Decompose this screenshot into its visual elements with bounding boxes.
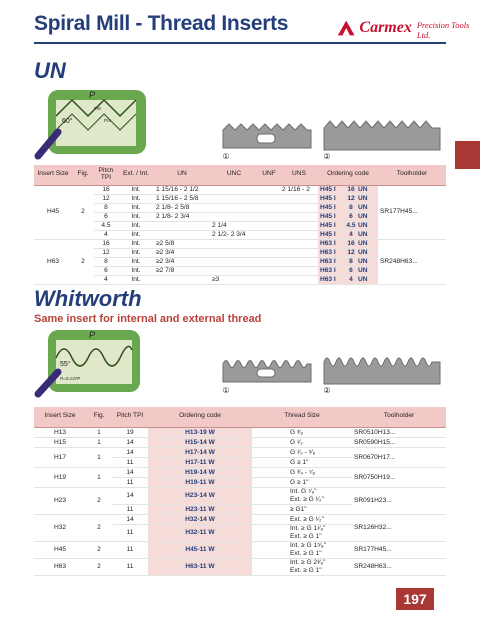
- toolholder-cell: SR248H63...: [378, 239, 446, 284]
- ordering-code-part: H63 I: [320, 266, 336, 274]
- ordering-code-part: UN: [358, 248, 368, 256]
- pitch-cell: 8: [94, 257, 118, 266]
- uns-cell: [280, 275, 318, 284]
- ordering-code-part: UN: [358, 194, 368, 202]
- unf-cell: [258, 221, 280, 230]
- wh-col-pitch: Pitch TPI: [112, 407, 148, 427]
- brand: [336, 16, 480, 40]
- ordering-code-part: 6: [349, 266, 353, 274]
- ordering-code-part: UN: [358, 203, 368, 211]
- table-row: [34, 558, 446, 575]
- page-number: 197: [396, 588, 434, 610]
- wh-col-fig: Fig.: [86, 407, 112, 427]
- unc-cell: [210, 257, 258, 266]
- fig-cell: 2: [86, 487, 112, 514]
- uns-cell: [280, 221, 318, 230]
- ordering-code-cell: H23-14 W: [148, 487, 252, 504]
- un-col-unc: UNC: [210, 165, 258, 185]
- un-col-fig: Fig.: [72, 165, 94, 185]
- wh-col-thread-size: Thread Size: [252, 407, 352, 427]
- ordering-code-part: UN: [358, 266, 368, 274]
- ext-int-cell: Int.: [118, 203, 154, 212]
- thread-size-cell: [252, 457, 352, 467]
- ordering-code-part: 8: [349, 257, 353, 265]
- ordering-code-part: H63 I: [320, 257, 336, 265]
- ordering-code-part: 12: [347, 248, 355, 256]
- thread-size-cell: [252, 541, 352, 558]
- insert-size-cell: H13: [34, 427, 86, 437]
- un-insert-fig1-illustration: [221, 120, 313, 150]
- un-cell: 1 15/16 - 2 5/8: [154, 194, 210, 203]
- thread-size-cell: [252, 477, 352, 487]
- un-insert-fig2-illustration: [322, 116, 442, 152]
- fig-cell: 1: [86, 447, 112, 467]
- uns-cell: 2 1/16 - 2: [280, 185, 318, 194]
- unf-cell: [258, 185, 280, 194]
- pitch-cell: 14: [112, 487, 148, 504]
- ext-int-cell: Int.: [118, 212, 154, 221]
- ordering-code-part: H45 I: [320, 221, 336, 229]
- brand-subtitle: Precision Tools Ltd.: [416, 20, 470, 40]
- toolholder-cell: SR0590H15...: [352, 437, 446, 447]
- unc-cell: ≥3: [210, 275, 258, 284]
- ordering-code-cell: H15-14 W: [148, 437, 252, 447]
- un-cell: [154, 221, 210, 230]
- pitch-cell: 12: [94, 248, 118, 257]
- un-col-pitch: Pitch TPI: [94, 165, 118, 185]
- fig-cell: 2: [72, 185, 94, 239]
- ordering-code-cell: H17-11 W: [148, 457, 252, 467]
- un-thread-profile-diagram: [34, 86, 150, 160]
- whitworth-spec-table: [34, 407, 446, 576]
- unc-cell: 2 1/2- 2 3/4: [210, 230, 258, 239]
- ext-int-cell: Int.: [118, 257, 154, 266]
- unf-cell: [258, 203, 280, 212]
- insert-size-cell: H63: [34, 239, 72, 284]
- toolholder-cell: SR248H63...: [352, 558, 446, 575]
- thread-size-cell: [252, 467, 352, 477]
- insert-size-cell: H45: [34, 185, 72, 239]
- whitworth-insert-fig2-illustration: [322, 350, 442, 386]
- whitworth-subtitle: Same insert for internal and external thread: [34, 313, 262, 325]
- ext-int-cell: Int.: [118, 239, 154, 248]
- un-col-unf: UNF: [258, 165, 280, 185]
- thread-size-line: G ³⁄₈: [290, 428, 303, 436]
- ordering-code-part: UN: [358, 221, 368, 229]
- un-col-toolholder: Toolholder: [378, 165, 446, 185]
- ordering-code-part: 16: [347, 239, 355, 247]
- thread-size-cell: [252, 514, 352, 524]
- wh-col-insert-size: Insert Size: [34, 407, 86, 427]
- thread-size-line: Ext. ≥ G ¹⁄₂": [290, 495, 324, 503]
- ordering-code-part: H63 I: [320, 239, 336, 247]
- unf-cell: [258, 248, 280, 257]
- ordering-code-part: UN: [358, 257, 368, 265]
- ordering-code-part: UN: [358, 230, 368, 238]
- pitch-cell: 4: [94, 275, 118, 284]
- ordering-code-part: 4: [349, 230, 353, 238]
- insert-size-cell: H23: [34, 487, 86, 514]
- un-cell: ≥2 7/8: [154, 266, 210, 275]
- toolholder-cell: SR0750H19...: [352, 467, 446, 487]
- thread-size-cell: [252, 524, 352, 541]
- thread-size-cell: [252, 437, 352, 447]
- pitch-cell: 11: [112, 541, 148, 558]
- ordering-code-cell: H19-14 W: [148, 467, 252, 477]
- whitworth-table-header: [34, 407, 446, 427]
- un-cell: [154, 275, 210, 284]
- ordering-code-cell: [318, 248, 378, 257]
- thread-size-line: Int. ≥ G 1¹⁄₈": [290, 524, 326, 532]
- toolholder-cell: SR0670H17...: [352, 447, 446, 467]
- unc-cell: [210, 248, 258, 257]
- unc-cell: [210, 239, 258, 248]
- thread-size-cell: [252, 487, 352, 504]
- fig-cell: 1: [86, 437, 112, 447]
- ordering-code-cell: H63-11 W: [148, 558, 252, 575]
- thread-size-line: Ext. ≥ G 1": [290, 549, 322, 557]
- insert-size-cell: H45: [34, 541, 86, 558]
- ordering-code-part: UN: [358, 212, 368, 220]
- unf-cell: [258, 230, 280, 239]
- ext-int-cell: Int.: [118, 221, 154, 230]
- table-row: [34, 514, 446, 524]
- table-row: [34, 487, 446, 504]
- pitch-cell: 14: [112, 467, 148, 477]
- pitch-cell: 16: [94, 185, 118, 194]
- whitworth-thread-profile-diagram: [34, 326, 144, 398]
- un-table-header: [34, 165, 446, 185]
- pitch-cell: 14: [112, 447, 148, 457]
- fig-cell: 1: [86, 427, 112, 437]
- unc-cell: [210, 194, 258, 203]
- ordering-code-cell: H17-14 W: [148, 447, 252, 457]
- fig-cell: 2: [86, 541, 112, 558]
- thread-size-line: Int. G ⁷⁄₈": [290, 487, 317, 495]
- table-row: [34, 447, 446, 457]
- pitch-cell: 11: [112, 477, 148, 487]
- ordering-code-part: UN: [358, 185, 368, 193]
- thread-size-line: G ³⁄₄ - ⁷⁄₈: [290, 468, 316, 476]
- toolholder-cell: SR0510H13...: [352, 427, 446, 437]
- insert-size-cell: H63: [34, 558, 86, 575]
- thread-size-cell: [252, 558, 352, 575]
- uns-cell: [280, 239, 318, 248]
- table-row: [34, 467, 446, 477]
- thread-size-line: G ≥ 1": [290, 478, 309, 486]
- ordering-code-cell: H13-19 W: [148, 427, 252, 437]
- pitch-cell: 4: [94, 230, 118, 239]
- ordering-code-part: H45 I: [320, 185, 336, 193]
- ext-int-cell: Int.: [118, 185, 154, 194]
- thread-size-line: G ¹⁄₂ - ⁵⁄₈: [290, 448, 316, 456]
- insert-size-cell: H15: [34, 437, 86, 447]
- ordering-code-part: 8: [349, 203, 353, 211]
- whitworth-fig2-label: ②: [323, 386, 331, 395]
- ordering-code-cell: [318, 257, 378, 266]
- un-col-ext-int: Ext. / Int.: [118, 165, 154, 185]
- ordering-code-cell: [318, 266, 378, 275]
- thread-size-line: ≥ G1": [290, 505, 307, 513]
- pitch-cell: 4.5: [94, 221, 118, 230]
- toolholder-cell: SR177H45...: [378, 185, 446, 239]
- un-col-ordering-code: Ordering code: [318, 165, 378, 185]
- thread-size-line: Ext. ≥ G 1": [290, 566, 322, 574]
- pitch-cell: 8: [94, 203, 118, 212]
- ordering-code-part: 6: [349, 212, 353, 220]
- title-rule: [34, 42, 446, 44]
- unf-cell: [258, 239, 280, 248]
- uns-cell: [280, 266, 318, 275]
- pitch-cell: 19: [112, 427, 148, 437]
- un-col-uns: UNS: [280, 165, 318, 185]
- fig-cell: 2: [72, 239, 94, 284]
- page-title: Spiral Mill - Thread Inserts: [34, 12, 289, 35]
- whitworth-insert-fig1-illustration: [221, 354, 313, 384]
- whitworth-fig1-label: ①: [222, 386, 230, 395]
- wh-col-ordering-code: Ordering code: [148, 407, 252, 427]
- whitworth-profile-r: R=0.137P: [60, 376, 81, 381]
- un-profile-p8: P/8: [94, 106, 101, 111]
- un-fig1-label: ①: [222, 152, 230, 161]
- ordering-code-cell: H32-11 W: [148, 524, 252, 541]
- ordering-code-cell: [318, 239, 378, 248]
- whitworth-profile-angle: 55°: [60, 361, 71, 368]
- unf-cell: [258, 194, 280, 203]
- ordering-code-cell: H19-11 W: [148, 477, 252, 487]
- ordering-code-cell: [318, 221, 378, 230]
- un-cell: [154, 230, 210, 239]
- ordering-code-part: H45 I: [320, 212, 336, 220]
- table-row: [34, 239, 446, 248]
- fig-cell: 1: [86, 467, 112, 487]
- ordering-code-cell: H23-11 W: [148, 504, 252, 514]
- unf-cell: [258, 212, 280, 221]
- un-cell: 2 1/8- 2 5/8: [154, 203, 210, 212]
- table-row: [34, 437, 446, 447]
- un-profile-p-label: P: [89, 90, 96, 100]
- unc-cell: [210, 212, 258, 221]
- pitch-cell: 6: [94, 266, 118, 275]
- pitch-cell: 11: [112, 558, 148, 575]
- pitch-cell: 14: [112, 514, 148, 524]
- un-cell: ≥2 3/4: [154, 257, 210, 266]
- brand-name: Carmex: [359, 19, 412, 36]
- pitch-cell: 11: [112, 504, 148, 514]
- ordering-code-cell: [318, 275, 378, 284]
- uns-cell: [280, 248, 318, 257]
- ordering-code-part: H63 I: [320, 248, 336, 256]
- ordering-code-part: 4.5: [346, 221, 356, 229]
- pitch-cell: 11: [112, 524, 148, 541]
- ordering-code-part: UN: [358, 275, 368, 283]
- thread-size-cell: [252, 504, 352, 514]
- toolholder-cell: SR126H32...: [352, 514, 446, 541]
- ordering-code-cell: [318, 203, 378, 212]
- ordering-code-cell: H45-11 W: [148, 541, 252, 558]
- ordering-code-cell: [318, 194, 378, 203]
- table-row: [34, 541, 446, 558]
- unc-cell: [210, 203, 258, 212]
- ordering-code-part: UN: [358, 239, 368, 247]
- unf-cell: [258, 266, 280, 275]
- un-spec-table: [34, 165, 446, 285]
- uns-cell: [280, 212, 318, 221]
- ext-int-cell: Int.: [118, 194, 154, 203]
- uns-cell: [280, 230, 318, 239]
- un-cell: 2 1/8- 2 3/4: [154, 212, 210, 221]
- thread-size-line: Ext. ≥ G ¹⁄₂": [290, 515, 324, 523]
- un-col-un: UN: [154, 165, 210, 185]
- wh-col-toolholder: Toolholder: [352, 407, 446, 427]
- insert-size-cell: H19: [34, 467, 86, 487]
- unc-cell: [210, 185, 258, 194]
- table-row: [34, 427, 446, 437]
- pitch-cell: 14: [112, 437, 148, 447]
- un-col-insert-size: Insert Size: [34, 165, 72, 185]
- insert-size-cell: H32: [34, 514, 86, 541]
- ordering-code-part: 4: [349, 275, 353, 283]
- carmex-logo-icon: [336, 18, 356, 38]
- un-cell: ≥2 3/4: [154, 248, 210, 257]
- thread-size-cell: [252, 447, 352, 457]
- pitch-cell: 11: [112, 457, 148, 467]
- ext-int-cell: Int.: [118, 275, 154, 284]
- uns-cell: [280, 257, 318, 266]
- ordering-code-part: H45 I: [320, 194, 336, 202]
- ordering-code-cell: H32-14 W: [148, 514, 252, 524]
- thread-size-line: Int. ≥ G 1⁵⁄₈": [290, 541, 326, 549]
- thread-size-line: Ext. ≥ G 1": [290, 532, 322, 540]
- un-fig2-label: ②: [323, 152, 331, 161]
- table-row: [34, 185, 446, 194]
- unc-cell: 2 1/4: [210, 221, 258, 230]
- uns-cell: [280, 203, 318, 212]
- un-profile-p4: P/4: [104, 118, 111, 123]
- ordering-code-cell: [318, 185, 378, 194]
- unf-cell: [258, 275, 280, 284]
- ext-int-cell: Int.: [118, 230, 154, 239]
- ordering-code-cell: [318, 212, 378, 221]
- side-tab: [455, 141, 480, 169]
- pitch-cell: 12: [94, 194, 118, 203]
- thread-size-line: G ≥ 1": [290, 458, 309, 466]
- toolholder-cell: SR091H23...: [352, 487, 446, 514]
- ordering-code-part: 16: [347, 185, 355, 193]
- fig-cell: 2: [86, 558, 112, 575]
- thread-size-line: Int. ≥ G 2³⁄₈": [290, 558, 326, 566]
- un-cell: ≥2 5/8: [154, 239, 210, 248]
- ext-int-cell: Int.: [118, 248, 154, 257]
- thread-size-cell: [252, 427, 352, 437]
- thread-size-line: G ¹⁄₂: [290, 438, 303, 446]
- unc-cell: [210, 266, 258, 275]
- ordering-code-part: 12: [347, 194, 355, 202]
- whitworth-section-title: Whitworth: [34, 286, 142, 311]
- un-cell: 1 15/16 - 2 1/2: [154, 185, 210, 194]
- insert-size-cell: H17: [34, 447, 86, 467]
- toolholder-cell: SR177H45...: [352, 541, 446, 558]
- fig-cell: 2: [86, 514, 112, 541]
- ordering-code-cell: [318, 230, 378, 239]
- pitch-cell: 16: [94, 239, 118, 248]
- pitch-cell: 6: [94, 212, 118, 221]
- whitworth-profile-p-label: P: [89, 330, 96, 340]
- un-section-title: UN: [34, 58, 66, 83]
- ext-int-cell: Int.: [118, 266, 154, 275]
- uns-cell: [280, 194, 318, 203]
- ordering-code-part: H63 I: [320, 275, 336, 283]
- unf-cell: [258, 257, 280, 266]
- un-profile-angle: 60°: [62, 118, 73, 125]
- ordering-code-part: H45 I: [320, 203, 336, 211]
- ordering-code-part: H45 I: [320, 230, 336, 238]
